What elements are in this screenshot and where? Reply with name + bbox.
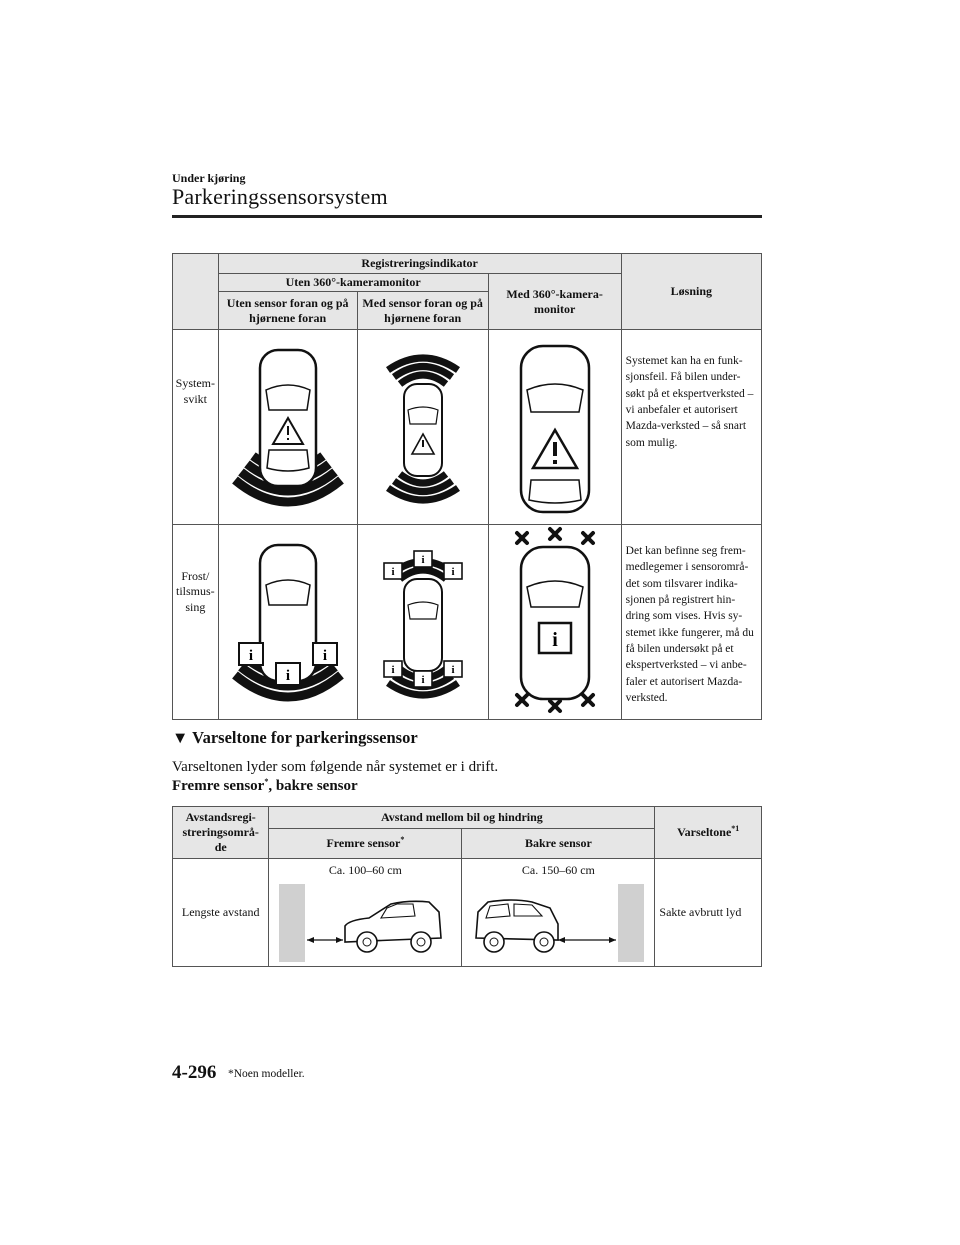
front-distance: Ca. 100–60 cm (328, 863, 402, 877)
head-range: Avstandsregi-streringsområ-de (173, 807, 269, 859)
frost-icon-no-front (218, 525, 357, 720)
svg-text:i: i (285, 668, 290, 684)
sensor-subheading: Fremre sensor*, bakre sensor (172, 777, 358, 794)
car-rear-arcs-warning-icon (219, 330, 357, 524)
head-tone: Varseltone$^{*1}$ (655, 807, 762, 859)
car-rear-wall-icon (462, 878, 654, 964)
svg-text:i: i (451, 566, 455, 578)
page-number: 4-296 (172, 1062, 217, 1083)
tone-longest: Sakte avbrutt lyd (655, 859, 762, 967)
svg-text:i: i (421, 674, 425, 686)
front-distance-cell (269, 859, 462, 967)
row-label-failure: System-svikt (173, 330, 219, 525)
corner-cell (173, 254, 219, 330)
car-360-warning-icon (489, 330, 621, 524)
frost-solution: Det kan befinne seg frem-medlegemer i sensorområ-det som tilsvarer indika-sjonen på registrert hin-dring som vises. Hvis sy-stemet ikke fungerer, må du få bilen undersøkt på et ekspertverksted – vi anbe-faler et autorisert Mazda-verksted. (621, 525, 761, 720)
title-rule (172, 215, 762, 218)
frost-icon-with-front (357, 525, 488, 720)
frost-icon-360 (488, 525, 621, 720)
svg-text:i: i (421, 554, 425, 566)
failure-icon-no-front (218, 330, 357, 525)
svg-text:i: i (391, 566, 395, 578)
rear-distance-cell (462, 859, 655, 967)
car-front-rear-arcs-book-icon (358, 525, 488, 719)
car-front-rear-arcs-warning-icon (358, 330, 488, 524)
failure-solution: Systemet kan ha en funk-sjonsfeil. Få bilen under-søkt på et ekspertverksted – vi anbefaler et autorisert Mazda-verksted – så snart som mulig. (621, 330, 761, 525)
head-front: Fremre sensor* (269, 829, 462, 859)
row-label-frost: Frost/ tilsmus-sing (173, 525, 219, 720)
triangle-down-icon: ▼ (172, 728, 189, 747)
col-with-front: Med sensor foran og på hjørnene foran (357, 292, 488, 330)
failure-icon-360 (488, 330, 621, 525)
page-title: Parkeringssensorsystem (172, 184, 388, 209)
svg-text:i: i (451, 664, 455, 676)
head-rear: Bakre sensor (462, 829, 655, 859)
indicator-table (172, 253, 762, 720)
car-front-wall-icon (269, 878, 461, 964)
failure-icon-with-front (357, 330, 488, 525)
head-without360: Uten 360°-kameramonitor (218, 274, 488, 292)
range-longest: Lengste avstand (173, 859, 269, 967)
svg-text:i: i (391, 664, 395, 676)
head-with360: Med 360°-kamera-monitor (488, 274, 621, 330)
section-label: Under kjøring (172, 171, 246, 185)
warning-tone-table (172, 806, 762, 967)
rear-distance: Ca. 150–60 cm (521, 863, 595, 877)
warning-tone-intro: Varseltonen lyder som følgende når systemet er i drift. (172, 759, 499, 775)
car-rear-arcs-book-icon (219, 525, 357, 719)
footnote: *Noen modeller. (228, 1068, 305, 1080)
svg-text:i: i (322, 648, 327, 664)
svg-text:i: i (248, 648, 253, 664)
head-solution: Løsning (621, 254, 761, 330)
head-distance: Avstand mellom bil og hindring (269, 807, 655, 829)
warning-tone-heading: ▼ Varseltone for parkeringssensor (172, 728, 418, 747)
car-360-book-icon (489, 525, 621, 719)
col-no-front: Uten sensor foran og på hjørnene foran (218, 292, 357, 330)
svg-text:i: i (551, 629, 558, 651)
head-main: Registreringsindikator (218, 254, 621, 274)
